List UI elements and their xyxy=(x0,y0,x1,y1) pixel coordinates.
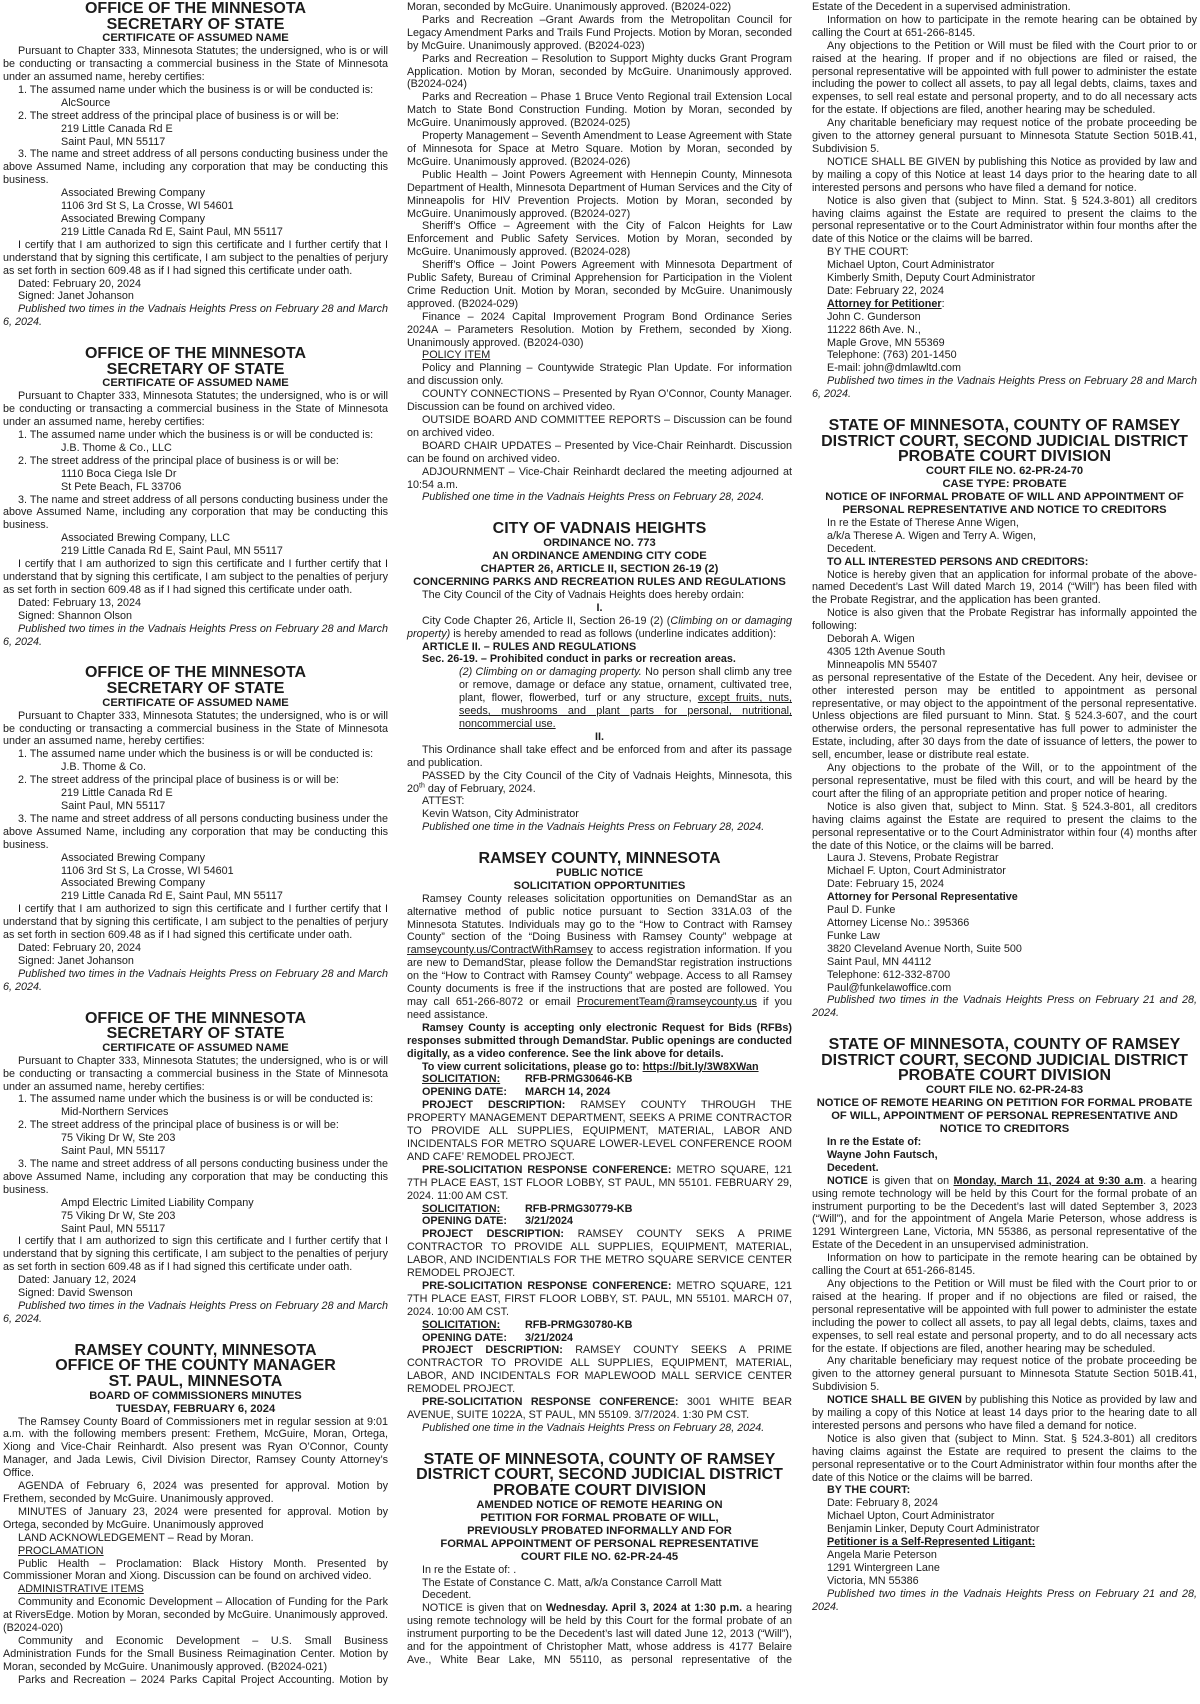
address-line: Associated Brewing Company, LLC xyxy=(61,532,231,545)
address-line: Associated Brewing Company xyxy=(61,187,206,200)
notice-heading: SECRETARY OF STATE xyxy=(106,360,285,378)
emphasized-text: TO ALL INTERESTED PERSONS AND CREDITORS: xyxy=(827,555,1089,568)
notice-line xyxy=(407,653,792,666)
notice-paragraph: NOTICE SHALL BE GIVEN by publishing this Notice as provided by law and by mailing a copy of this Notice at least 14 days prior to the hearing date to all interested persons and persons who have filed a demand for notice. xyxy=(812,155,1197,194)
notice-paragraph: Pursuant to Chapter 333, Minnesota Statutes; the undersigned, who is or will be conducting or transacting a commercial business in the State of Minnesota under an assumed name, hereby certifies: xyxy=(3,1054,388,1093)
address-line: 219 Little Canada Rd E xyxy=(61,122,173,135)
emphasized-text: th xyxy=(419,781,425,789)
emphasized-text: PRE-SOLICITATION RESPONSE CONFERENCE: xyxy=(422,1279,672,1292)
notice-paragraph: Parks and Recreation – Phase 1 Bruce Vento Regional trail Extension Local Match to State Bond Construction Funding. Motion by Moran, seconded by McGuire. Unanimously approved. (B2024-025) xyxy=(407,91,792,130)
notice-line: Dated: January 12, 2024 xyxy=(18,1274,137,1287)
emphasized-text: NOTICE SHALL BE GIVEN xyxy=(827,1394,962,1407)
notice-paragraph: Any objections to the Petition or Will must be filed with the Court prior to or raised at the hearing. If proper and if no objections are filed or raised, the personal representative will be appointed with full power to administer the estate including the power to collect all assets, to pay all legal debts, claims, taxes and expenses, to sell real estate and personal property, and to do all necessary acts for the estate. If objections are filed, another hearing may be scheduled. xyxy=(812,39,1197,117)
notice-paragraph: 3. The name and street address of all persons conducting business under the above Assumed Name, including any corporation that may be conducting this business. xyxy=(3,148,388,187)
notice-paragraph: Property Management – Seventh Amendment to Lease Agreement with State of Minnesota for Space at Metro Square. Motion by Moran, seconded by McGuire. Unanimously approved. (B2024-026) xyxy=(407,130,792,168)
address-line: J.B. Thome & Co. xyxy=(61,761,147,774)
solicitation-label: OPENING DATE: xyxy=(422,1331,507,1344)
notice-paragraph xyxy=(407,1602,792,1667)
notice-line: 1. The assumed name under which the business is or will be conducted is: xyxy=(18,748,374,761)
notice-line: 1291 Wintergreen Lane xyxy=(827,1561,940,1574)
emphasized-text: In re the Estate of: xyxy=(827,1136,922,1148)
notice-line: E-mail: john@dmlawltd.com xyxy=(827,362,961,375)
notice-paragraph: Sheriff’s Office – Agreement with the City of Falcon Heights for Law Enforcement and Public Safety Services. Motion by Moran, seconded by McGuire. Unanimously approved. (B2024-028) xyxy=(407,220,792,259)
emphasized-text: Attorney for Petitioner xyxy=(827,297,942,310)
text-run: RAMSEY COUNTY SEKS A PRIME CONTRACTOR TO PROVIDE ALL SUPPLIES, EQUIPMENT, MATERIAL, LABOR, AND INCIDENTIALS FOR THE METRO SQUARE SERVICE CENTER REMODEL PROJECT. xyxy=(407,1228,792,1280)
solicitation-value: 3/21/2024 xyxy=(525,1331,574,1344)
notice-heading: OFFICE OF THE MINNESOTA xyxy=(84,0,307,17)
notice-heading: OFFICE OF THE MINNESOTA xyxy=(84,664,307,682)
address-line: 219 Little Canada Rd E, Saint Paul, MN 55117 xyxy=(61,225,283,238)
notice-line: Kevin Watson, City Administrator xyxy=(422,808,579,821)
notice-line: LAND ACKNOWLEDGEMENT – Read by Moran. xyxy=(18,1531,254,1544)
solicitation-label: OPENING DATE: xyxy=(422,1215,507,1228)
legal-notice xyxy=(812,418,1197,1020)
text-run: RAMSEY COUNTY THROUGH THE PROPERTY MANAGEMENT DEPARTMENT, SEEKS A PRIME CONTRACTOR TO PROVIDE ALL SUPPLIES, EQUIPMENT, MATERIAL, LABOR AND INCIDENTALS FOR METRO SQUARE LOWER-LEVEL CONFERENCE ROOM AND CAFE’ REMODEL PROJECT. xyxy=(407,1099,792,1163)
text-run: is hereby amended to read as follows (underline indicates addition): xyxy=(450,627,777,640)
notice-line: Michael Upton, Court Administrator xyxy=(827,1510,995,1523)
publication-note: Published two times in the Vadnais Heights Press on February 21 and 28, 2024. xyxy=(812,994,1197,1020)
section-numeral: II. xyxy=(595,730,604,743)
notice-paragraph: AGENDA of February 6, 2024 was presented for approval. Motion by Frethem, seconded by McGuire. Unanimously approved. xyxy=(3,1480,388,1505)
text-run: NOTICE is given that on xyxy=(422,1602,546,1615)
notice-heading: PROBATE COURT DIVISION xyxy=(492,1482,707,1499)
address-line: Saint Paul, MN 55117 xyxy=(61,1222,166,1235)
notice-line xyxy=(407,641,792,654)
notice-subheading: COURT FILE NO. 62-PR-24-45 xyxy=(520,1550,679,1563)
solicitation-label: SOLICITATION: xyxy=(422,1318,501,1331)
notice-line: Kimberly Smith, Deputy Court Administrator xyxy=(827,272,1036,285)
notice-paragraph xyxy=(407,1280,792,1319)
notice-line: Decedent. xyxy=(422,1589,472,1602)
text-run: if you need assistance. xyxy=(407,996,792,1021)
notice-paragraph xyxy=(407,615,792,641)
notice-line: 2. The street address of the principal place of business is or will be: xyxy=(18,109,339,122)
address-line: Associated Brewing Company xyxy=(61,877,206,890)
notice-paragraph: Parks and Recreation – 2024 Parks Capital Project Accounting. Motion by xyxy=(18,1673,388,1686)
notice-line: Signed: Janet Johanson xyxy=(18,954,134,967)
solicitation-line xyxy=(407,1332,792,1345)
notice-paragraph-continued: Moran, seconded by McGuire. Unanimously approved. (B2024-022) xyxy=(407,1,732,13)
address-line: Saint Paul, MN 55117 xyxy=(61,135,166,148)
address-line: J.B. Thome & Co., LLC xyxy=(61,441,172,454)
notice-paragraph: Public Health – Joint Powers Agreement with Hennepin County, Minnesota Department of Health, Minnesota Department of Human Services and the City of Minneapolis for HIV Prevention Projects. Motion by Moran, seconded by McGuire. Unanimously approved. (B2024-027) xyxy=(407,168,792,220)
emphasized-text: (2) Climbing on or damaging property. xyxy=(459,666,642,679)
notice-line xyxy=(407,1061,792,1074)
address-line: 219 Little Canada Rd E, Saint Paul, MN 55117 xyxy=(61,890,283,903)
notice-subheading: COURT FILE NO. 62-PR-24-70 xyxy=(925,464,1084,477)
notice-heading: DISTRICT COURT, SECOND JUDICIAL DISTRICT xyxy=(821,1051,1188,1069)
emphasized-text: PROJECT DESCRIPTION: xyxy=(422,1344,563,1357)
notice-line xyxy=(812,891,1197,904)
notice-line: Attorney License No.: 395366 xyxy=(827,916,970,929)
notice-subheading: CERTIFICATE OF ASSUMED NAME xyxy=(102,377,289,390)
notice-line: Maple Grove, MN 55369 xyxy=(827,336,945,349)
notice-paragraph-continued: Estate of the Decedent in a supervised administration. xyxy=(812,1,1071,13)
page-column-left xyxy=(3,1,388,1704)
notice-line: Signed: Janet Johanson xyxy=(18,290,134,303)
notice-line: ATTEST: xyxy=(422,795,465,808)
publication-note: Published one time in the Vadnais Heights Press on February 28, 2024. xyxy=(422,491,765,504)
notice-line: Saint Paul, MN 44112 xyxy=(827,955,932,968)
address-line: Associated Brewing Company xyxy=(61,212,206,225)
text-run: City Code Chapter 26, Article II, Section 26-19 (2) ( xyxy=(422,614,671,627)
notice-heading: SECRETARY OF STATE xyxy=(106,15,285,33)
link[interactable]: https://bit.ly/3W8XWan xyxy=(642,1060,759,1073)
notice-line: Funke Law xyxy=(827,929,880,942)
publication-note: Published one time in the Vadnais Heights Press on February 28, 2024. xyxy=(422,1421,765,1434)
notice-paragraph: 3. The name and street address of all persons conducting business under the above Assumed Name, including any corporation that may be conducting this business. xyxy=(3,1158,388,1196)
text-run: PASSED by the City Council of the City of Vadnais Heights, Minnesota, this 20 xyxy=(407,769,792,795)
notice-line: In re the Estate of Therese Anne Wigen, xyxy=(827,516,1019,529)
emphasized-text: Decedent. xyxy=(827,1161,879,1174)
link[interactable]: ProcurementTeam@ramseycounty.us xyxy=(576,996,757,1008)
notice-line: 1. The assumed name under which the business is or will be conducted is: xyxy=(18,83,374,96)
address-line: Mid-Northern Services xyxy=(61,1106,169,1119)
notice-subheading: TUESDAY, FEBRUARY 6, 2024 xyxy=(115,1402,276,1415)
text-run: 3001 WHITE BEAR AVENUE, SUITE 1022A, ST PAUL, MN 55109. 3/7/2024. 1:30 PM CST. xyxy=(407,1396,792,1421)
notice-line: 1. The assumed name under which the business is or will be conducted is: xyxy=(18,1093,374,1106)
emphasized-text: Attorney for Personal Representative xyxy=(827,891,1018,904)
notice-line: Minneapolis MN 55407 xyxy=(827,658,938,671)
solicitation-label: OPENING DATE: xyxy=(422,1086,507,1099)
notice-line: 2. The street address of the principal place of business is or will be: xyxy=(18,774,339,787)
notice-line: Dated: February 20, 2024 xyxy=(18,941,142,954)
address-line: Associated Brewing Company xyxy=(61,851,206,864)
notice-line: The Estate of Constance C. Matt, a/k/a Constance Carroll Matt xyxy=(422,1576,722,1589)
publication-note: Published two times in the Vadnais Heights Press on February 21 and 28, 2024. xyxy=(812,1587,1197,1613)
notice-subheading: FORMAL APPOINTMENT OF PERSONAL REPRESENTATIVE xyxy=(440,1537,759,1550)
legal-notice xyxy=(407,851,792,1435)
notice-subheading: PUBLIC NOTICE xyxy=(555,866,643,879)
text-run: . a hearing using remote technology will be held by this Court for the formal probate of an instrument purporting to be the Decedent’s last will dated September 3, 2023 (“Will”), and for the appointment of Angela Marie Peterson, whose address is 1291 Wintergreen Lane, Victoria, MN 55386, as personal representative of the Estate of the Decedent in an unsupervised administration. xyxy=(812,1174,1197,1252)
notice-line: Dated: February 20, 2024 xyxy=(18,277,142,290)
notice-paragraph: Notice is hereby given that an application for informal probate of the above-named Decedent’s Last Will dated March 19, 2014 (“Will”) has been filed with the Probate Registrar, and the application has been granted. xyxy=(812,568,1197,607)
notice-line: Angela Marie Peterson xyxy=(827,1549,937,1561)
legal-notice xyxy=(407,1,792,504)
text-run: METRO SQUARE, 121 7TH PLACE EAST, FIRST FLOOR LOBBY, ST. PAUL, MN 55101. MARCH 07, 2024. 10:00 AM CST. xyxy=(407,1279,792,1318)
notice-heading: CITY OF VADNAIS HEIGHTS xyxy=(492,520,707,538)
legal-notice xyxy=(3,665,388,993)
notice-line xyxy=(812,1149,1197,1162)
notice-subheading: CONCERNING PARKS AND RECREATION RULES AND REGULATIONS xyxy=(413,575,786,588)
notice-line: Benjamin Linker, Deputy Court Administrator xyxy=(827,1523,1040,1536)
text-run: Ramsey County releases solicitation opportunities on DemandStar as an alternative method of public notice pursuant to Section 331A.03 of the Minnesota Statutes. Individuals may go to the “How to Contract with Ramsey County” section of the “Doing Business with Ramsey County” webpage at xyxy=(407,892,792,944)
notice-heading: RAMSEY COUNTY, MINNESOTA xyxy=(478,850,721,868)
notice-line xyxy=(812,1536,1197,1549)
address-line: AlcSource xyxy=(61,96,111,109)
notice-paragraph xyxy=(407,1164,792,1203)
notice-heading: DISTRICT COURT, SECOND JUDICIAL DISTRICT xyxy=(416,1466,783,1484)
notice-paragraph: Community and Economic Development – Allocation of Funding for the Park at RiversEdge. Motion by Moran, seconded by McGuire. Unanimously approved. (B2024-020) xyxy=(3,1596,388,1635)
notice-line: Signed: Shannon Olson xyxy=(18,609,133,622)
emphasized-text: PRE-SOLICITATION RESPONSE CONFERENCE: xyxy=(422,1396,679,1409)
text-run: is given that on xyxy=(867,1174,954,1187)
notice-heading: STATE OF MINNESOTA, COUNTY OF RAMSEY xyxy=(828,1036,1181,1054)
notice-heading: ST. PAUL, MINNESOTA xyxy=(108,1372,283,1390)
notice-paragraph: Notice is also given that the Probate Registrar has informally appointed the following: xyxy=(812,607,1197,633)
notice-heading: OFFICE OF THE MINNESOTA xyxy=(84,345,307,363)
notice-line: Date: February 15, 2024 xyxy=(827,878,945,891)
notice-paragraph: Pursuant to Chapter 333, Minnesota Statutes; the undersigned, who is or will be conducting or transacting a commercial business in the State of Minnesota under an assumed name, hereby certifies: xyxy=(3,45,388,83)
text-run: day of February, 2024. xyxy=(424,782,536,795)
notice-paragraph: Pursuant to Chapter 333, Minnesota Statutes; the undersigned, who is or will be conducting or transacting a commercial business in the State of Minnesota under an assumed name, hereby certifies: xyxy=(3,709,388,748)
notice-line: Paul@funkelawoffice.com xyxy=(827,981,952,994)
notice-subheading: NOTICE OF REMOTE HEARING ON PETITION FOR FORMAL PROBATE OF WILL, APPOINTMENT OF PERSONAL REPRESENTATIVE AND NOTICE TO CREDITORS xyxy=(816,1097,1193,1135)
notice-paragraph: Information on how to participate in the remote hearing can be obtained by calling the Court at 651-266-8145. xyxy=(812,13,1197,39)
legal-notice xyxy=(407,521,792,834)
emphasized-text: To view current solicitations, please go to: xyxy=(422,1060,643,1073)
notice-line xyxy=(812,298,1197,311)
address-line: 1106 3rd St S, La Crosse, WI 54601 xyxy=(61,864,234,877)
address-line: 219 Little Canada Rd E xyxy=(61,787,173,800)
emphasized-text: except fruits, nuts, seeds, mushrooms and plant parts for personal, nutritional, noncommercial use. xyxy=(459,692,792,730)
notice-paragraph: Any objections to the probate of the Will, or to the appointment of the personal representative, must be filed with this court, and will be heard by the court after the filing of an appropriate petition and proper notice of hearing. xyxy=(812,762,1197,800)
text-run: to access registration information. If you are new to DemandStar, please follow the DemandStar registration instructions on the “How to Contract with Ramsey County” webpage. Access to all Ramsey County documents is free if the instructions that are posted are followed. You may call 651-266-8072 or email xyxy=(407,944,792,1008)
notice-subheading: CHAPTER 26, ARTICLE II, SECTION 26-19 (2) xyxy=(480,562,719,575)
notice-heading: RAMSEY COUNTY, MINNESOTA xyxy=(74,1341,317,1359)
address-line: Saint Paul, MN 55117 xyxy=(61,799,166,812)
notice-paragraph xyxy=(812,1394,1197,1433)
notice-paragraph xyxy=(407,1344,792,1396)
emphasized-text: Climbing on or damaging property) xyxy=(407,614,792,640)
notice-line: 11222 86th Ave. N., xyxy=(827,323,921,336)
notice-heading: PROBATE COURT DIVISION xyxy=(897,448,1112,466)
notice-line: 4305 12th Avenue South xyxy=(827,645,946,658)
emphasized-text: ADMINISTRATIVE ITEMS xyxy=(18,1583,144,1596)
emphasized-text: NOTICE xyxy=(827,1174,868,1187)
notice-paragraph xyxy=(407,770,792,796)
notice-subheading: NOTICE OF INFORMAL PROBATE OF WILL AND APPOINTMENT OF xyxy=(825,490,1184,503)
publication-note: Published two times in the Vadnais Heights Press on February 28 and March 6, 2024. xyxy=(3,622,388,648)
legal-notice xyxy=(3,346,388,648)
text-run: No person shall climb any tree or remove, damage or deface any statue, ornament, cultivated tree, plant, flower, flowerbed, turf or any structure, xyxy=(459,666,792,705)
solicitation-line xyxy=(407,1319,792,1332)
notice-subheading: CASE TYPE: PROBATE xyxy=(942,477,1067,490)
notice-paragraph: Finance – 2024 Capital Improvement Program Bond Ordinance Series 2024A – Parameters Resolution. Motion by Frethem, seconded by Xiong. Unanimously approved. (B2024-030) xyxy=(407,310,792,349)
notice-heading: SECRETARY OF STATE xyxy=(106,1025,285,1043)
notice-paragraph: This Ordinance shall take effect and be enforced from and after its passage and publication. xyxy=(407,743,792,769)
notice-paragraph: I certify that I am authorized to sign this certificate and I further certify that I understand that by signing this certificate, I am subject to the penalties of perjury as set forth in section 609.48 as if I had signed this certificate under oath. xyxy=(3,238,388,277)
notice-line: Paul D. Funke xyxy=(827,904,896,917)
notice-heading: DISTRICT COURT, SECOND JUDICIAL DISTRICT xyxy=(821,432,1188,450)
notice-paragraph xyxy=(407,1396,792,1422)
address-line: 1106 3rd St S, La Crosse, WI 54601 xyxy=(61,200,234,213)
solicitation-line xyxy=(407,1203,792,1216)
legal-notice xyxy=(812,1,1197,401)
notice-subheading: CERTIFICATE OF ASSUMED NAME xyxy=(102,696,289,709)
notice-paragraph: I certify that I am authorized to sign this certificate and I further certify that I understand that by signing this certificate, I am subject to the penalties of perjury as set forth in section 609.48 as if I had signed this certificate under oath. xyxy=(3,558,388,596)
publication-note: Published two times in the Vadnais Heights Press on February 28 and March 6, 2024. xyxy=(812,375,1197,401)
address-line: Saint Paul, MN 55117 xyxy=(61,1145,166,1158)
text-run: : xyxy=(941,297,945,310)
notice-paragraph: Public Health – Proclamation: Black History Month. Presented by Commissioner Moran and Xiong. Discussion can be found on archived video. xyxy=(3,1557,388,1583)
notice-paragraph xyxy=(407,1228,792,1280)
emphasized-text: Sec. 26-19. – Prohibited conduct in parks or recreation areas. xyxy=(422,653,736,666)
publication-note: Published two times in the Vadnais Heights Press on February 28 and March 6, 2024. xyxy=(3,1299,388,1325)
address-line: 1110 Boca Ciega Isle Dr xyxy=(61,467,177,480)
notice-paragraph: BOARD CHAIR UPDATES – Presented by Vice-Chair Reinhardt. Discussion can be found on archived video. xyxy=(407,439,792,465)
notice-subheading: PREVIOUSLY PROBATED INFORMALLY AND FOR xyxy=(467,1524,732,1537)
text-run: a hearing using remote technology will be held by this Court for the formal probate of an instrument purporting to be the Decedent’s last will dated June 12, 2013 (“Will”), and for the appointment of Christopher Matt, whose address is 4177 Belaire Ave., White Bear Lake, MN 55110, as personal representative of the xyxy=(407,1602,792,1666)
notice-heading: STATE OF MINNESOTA, COUNTY OF RAMSEY xyxy=(423,1450,776,1468)
emphasized-text: ARTICLE II. – RULES AND REGULATIONS xyxy=(422,640,637,653)
notice-line: 3820 Cleveland Avenue North, Suite 500 xyxy=(827,942,1022,955)
address-line: 219 Little Canada Rd E, Saint Paul, MN 55117 xyxy=(61,545,283,558)
solicitation-line xyxy=(407,1215,792,1228)
notice-paragraph-continued: as personal representative of the Estate of the Decedent. Any heir, devisee or other interested person may be entitled to appointment as personal representative, or may object to the appointment of the personal representative. Unless objections are filed pursuant to Minn. Stat. § 524.3-607, and the court otherwise orders, the personal representative has full power to administer the Estate, including, after 30 days from the date of issuance of letters, the power to sell, encumber, lease or distribute real estate. xyxy=(812,671,1197,762)
notice-subheading: CERTIFICATE OF ASSUMED NAME xyxy=(102,32,289,45)
notice-subheading: AN ORDINANCE AMENDING CITY CODE xyxy=(492,549,707,562)
notice-line: 2. The street address of the principal place of business is or will be: xyxy=(18,1119,339,1132)
notice-paragraph xyxy=(407,1099,792,1164)
notice-line: The City Council of the City of Vadnais Heights does hereby ordain: xyxy=(422,588,745,601)
notice-subheading: PETITION FOR FORMAL PROBATE OF WILL, xyxy=(480,1511,719,1524)
address-line: St Pete Beach, FL 33706 xyxy=(61,480,182,493)
legal-notice xyxy=(812,1037,1197,1613)
notice-subheading: PERSONAL REPRESENTATIVE AND NOTICE TO CREDITORS xyxy=(842,503,1167,516)
legal-notice xyxy=(3,1011,388,1326)
notice-line: John C. Gunderson xyxy=(827,310,921,323)
solicitation-value: 3/21/2024 xyxy=(525,1215,574,1228)
solicitation-label: SOLICITATION: xyxy=(422,1073,501,1086)
legal-notice xyxy=(407,1452,792,1667)
notice-paragraph: I certify that I am authorized to sign this certificate and I further certify that I understand that by signing this certificate, I am subject to the penalties of perjury as set forth in section 609.48 as if I had signed this certificate under oath. xyxy=(3,903,388,942)
publication-note: Published one time in the Vadnais Heights Press on February 28, 2024. xyxy=(422,821,765,834)
section-numeral: I. xyxy=(596,601,603,614)
notice-subheading: CERTIFICATE OF ASSUMED NAME xyxy=(102,1041,289,1054)
notice-line: Laura J. Stevens, Probate Registrar xyxy=(827,852,999,865)
emphasized-text: PROCLAMATION xyxy=(18,1544,104,1557)
notice-paragraph xyxy=(812,1175,1197,1252)
notice-paragraph: Any charitable beneficiary may request notice of the probate proceeding be given to the attorney general pursuant to Minnesota Statute Section 501B.41, Subdivision 5. xyxy=(812,1355,1197,1394)
emphasized-text: Petitioner is a Self-Represented Litigant: xyxy=(827,1536,1036,1549)
notice-paragraph: Community and Economic Development – U.S. Small Business Administration Funds for the Small Business Reimagination Center. Motion by Moran, seconded by McGuire. Unanimously approved. (B2024-021) xyxy=(3,1634,388,1673)
notice-line: Michael F. Upton, Court Administrator xyxy=(827,865,1006,878)
publication-note: Published two times in the Vadnais Heights Press on February 28 and March 6, 2024. xyxy=(3,303,388,329)
notice-line xyxy=(812,556,1197,569)
link[interactable]: ramseycounty.us/ContractWithRamsey xyxy=(407,944,593,957)
notice-line xyxy=(812,1136,1197,1149)
notice-paragraph: Policy and Planning – Countywide Strategic Plan Update. For information and discussion only. xyxy=(407,362,792,388)
notice-line: Telephone: 612-332-8700 xyxy=(827,968,951,981)
text-run: RAMSEY COUNTY SEEKS A PRIME CONTRACTOR TO PROVIDE ALL SUPPLIES, EQUIPMENT, MATERIAL, LABOR, AND INCIDENTALS FOR MAPLEWOOD MALL SERVICE CENTER REMODEL PROJECT. xyxy=(407,1344,792,1396)
text-run: METRO SQUARE, 121 7TH PLACE EAST, 1ST FLOOR LOBBY, ST PAUL, MN 55101. FEBRUARY 29, 2024. 11:00 AM CST. xyxy=(407,1163,792,1202)
notice-subheading: BOARD OF COMMISSIONERS MINUTES xyxy=(89,1389,302,1402)
notice-line xyxy=(812,1162,1197,1175)
solicitation-value: RFB-PRMG30646-KB xyxy=(525,1073,633,1086)
address-line: 75 Viking Dr W, Ste 203 xyxy=(61,1209,176,1222)
notice-line: Victoria, MN 55386 xyxy=(827,1574,919,1587)
notice-line xyxy=(3,1545,388,1558)
notice-heading: OFFICE OF THE COUNTY MANAGER xyxy=(55,1357,336,1375)
solicitation-value: MARCH 14, 2024 xyxy=(525,1086,611,1099)
emphasized-text: Wednesday. April 3, 2024 at 1:30 p.m. xyxy=(546,1602,743,1615)
notice-paragraph: Sheriff’s Office – Joint Powers Agreement with Minnesota Department of Public Safety, Bureau of Criminal Apprehension for Participation in the Violent Crime Reduction Unit. Motion by Moran, seconded by McGuire. Unanimously approved. (B2024-029) xyxy=(407,259,792,310)
notice-paragraph: 3. The name and street address of all persons conducting business under the above Assumed Name, including any corporation that may be conducting this business. xyxy=(3,812,388,851)
solicitation-line xyxy=(407,1073,792,1086)
emphasized-text: Monday, March 11, 2024 at 9:30 a.m xyxy=(953,1174,1144,1187)
notice-paragraph: Notice is also given that (subject to Minn. Stat. § 524.3-801) all creditors having claims against the Estate are required to present the claims to the personal representative or to the Court Administrator within four months after the date of this Notice or the claims will be barred. xyxy=(812,1432,1197,1484)
notice-heading: SECRETARY OF STATE xyxy=(106,680,285,698)
notice-paragraph: I certify that I am authorized to sign this certificate and I further certify that I understand that by signing this certificate, I am subject to the penalties of perjury as set forth in section 609.48 as if I had signed this certificate under oath. xyxy=(3,1235,388,1274)
notice-line: 1. The assumed name under which the business is or will be conducted is: xyxy=(18,429,374,442)
address-line: Ampd Electric Limited Liability Company xyxy=(61,1196,254,1209)
notice-subheading: ORDINANCE NO. 773 xyxy=(543,536,656,549)
notice-line: Signed: David Swenson xyxy=(18,1287,133,1300)
solicitation-value: RFB-PRMG30780-KB xyxy=(525,1318,633,1331)
notice-heading: OFFICE OF THE MINNESOTA xyxy=(84,1009,307,1027)
emphasized-text: Ramsey County is accepting only electronic Request for Bids (RFBs) responses submitted through DemandStar. Public openings are conducted digitally, as a video conference. See the link above for details. xyxy=(407,1021,792,1060)
notice-paragraph: ADJOURNMENT – Vice-Chair Reinhardt declared the meeting adjourned at 10:54 a.m. xyxy=(407,465,792,491)
notice-line: Deborah A. Wigen xyxy=(827,633,915,646)
notice-line: Date: February 22, 2024 xyxy=(827,284,945,297)
page-column-middle xyxy=(407,1,792,1684)
notice-paragraph: Notice is also given that, subject to Minn. Stat. § 524.3-801, all creditors having claims against the Estate are required to present the claims to the personal representative or to the Court Administrator within four (4) months after the date of this Notice, or the claims will be barred. xyxy=(812,800,1197,852)
emphasized-text: PROJECT DESCRIPTION: xyxy=(422,1099,566,1112)
notice-line: Michael Upton, Court Administrator xyxy=(827,259,995,272)
notice-paragraph: Any charitable beneficiary may request notice of the probate proceeding be given to the attorney general pursuant to Minnesota Statute Section 501B.41, Subdivision 5. xyxy=(812,117,1197,155)
notice-line: BY THE COURT: xyxy=(827,246,909,259)
notice-line: 2. The street address of the principal place of business is or will be: xyxy=(18,454,339,467)
emphasized-text: PRE-SOLICITATION RESPONSE CONFERENCE: xyxy=(422,1163,672,1176)
notice-line: Decedent. xyxy=(827,542,877,555)
notice-line xyxy=(407,349,792,362)
notice-paragraph: The Ramsey County Board of Commissioners met in regular session at 9:01 a.m. with the following members present: Frethem, McGuire, Moran, Ortega, Xiong and Vice-Chair Reinhardt. Also present was Ryan O’Connor, County Manager, and Jada Lewis, Civil Division Director, Ramsey County Attorney’s Office. xyxy=(3,1415,388,1480)
notice-paragraph: OUTSIDE BOARD AND COMMITTEE REPORTS – Discussion can be found on archived video. xyxy=(407,414,792,439)
legal-notice xyxy=(3,1343,388,1687)
notice-line: Date: February 8, 2024 xyxy=(827,1497,939,1510)
notice-paragraph: MINUTES of January 23, 2024 were presented for approval. Motion by Ortega, seconded by McGuire. Unanimously approved xyxy=(3,1505,388,1531)
notice-subheading: COURT FILE NO. 62-PR-24-83 xyxy=(925,1084,1084,1096)
publication-note: Published two times in the Vadnais Heights Press on February 28 and March 6, 2024. xyxy=(3,967,388,993)
notice-paragraph: Parks and Recreation –Grant Awards from the Metropolitan Council for Legacy Amendment Parks and Trails Fund Projects. Motion by Moran, seconded by McGuire. Unanimously approved. (B2024-023) xyxy=(407,13,792,52)
text-run: by publishing this Notice as provided by law and by mailing a copy of this Notice at least 14 days prior to the hearing date to all interested persons and persons who have filed a demand for notice. xyxy=(812,1394,1197,1432)
emphasized-text: Wayne John Fautsch, xyxy=(827,1148,938,1161)
notice-paragraph: Notice is also given that (subject to Minn. Stat. § 524.3-801) all creditors having claims against the Estate are required to present the claims to the personal representative or to the Court Administrator within four months after the date of this Notice or the claims will be barred. xyxy=(812,194,1197,246)
ordinance-text xyxy=(407,666,792,731)
notice-paragraph: Any objections to the Petition or Will must be filed with the Court prior to or raised at the hearing. If proper and if no objections are filed or raised, the personal representative will be appointed with full power to administer the estate including the power to collect all assets, to pay all legal debts, claims, taxes and expenses, to sell real estate and personal property, and to do all necessary acts for the estate. If objections are filed, another hearing may be scheduled. xyxy=(812,1277,1197,1355)
notice-line: Dated: February 13, 2024 xyxy=(18,596,142,609)
emphasized-text: POLICY ITEM xyxy=(422,349,491,362)
notice-paragraph: 3. The name and street address of all persons conducting business under the above Assumed Name, including any corporation that may be conducting this business. xyxy=(3,493,388,532)
notice-line: a/k/a Therese A. Wigen and Terry A. Wigen, xyxy=(827,529,1037,542)
notice-line: In re the Estate of: . xyxy=(422,1563,517,1576)
emphasized-text: PROJECT DESCRIPTION: xyxy=(422,1228,565,1241)
legal-notice xyxy=(3,1,388,329)
notice-heading: PROBATE COURT DIVISION xyxy=(897,1067,1112,1085)
notice-paragraph: Pursuant to Chapter 333, Minnesota Statutes; the undersigned, who is or will be conducting or transacting a commercial business in the State of Minnesota under an assumed name, hereby certifies: xyxy=(3,390,388,429)
notice-line: Telephone: (763) 201-1450 xyxy=(827,349,957,362)
notice-paragraph: COUNTY CONNECTIONS – Presented by Ryan O’Connor, County Manager. Discussion can be found on archived video. xyxy=(407,388,792,414)
notice-paragraph: Information on how to participate in the remote hearing can be obtained by calling the Court at 651-266-8145. xyxy=(812,1252,1197,1278)
address-line: 75 Viking Dr W, Ste 203 xyxy=(61,1132,176,1145)
notice-subheading: AMENDED NOTICE OF REMOTE HEARING ON xyxy=(476,1498,723,1511)
notice-paragraph: Parks and Recreation – Resolution to Support Mighty ducks Grant Program Application. Motion by Moran, seconded by McGuire. Unanimously approved. (B2024-024) xyxy=(407,52,792,91)
notice-line xyxy=(3,1583,388,1596)
notice-subheading: SOLICITATION OPPORTUNITIES xyxy=(513,879,686,892)
page-column-right xyxy=(812,1,1197,1631)
notice-paragraph xyxy=(407,893,792,1022)
solicitation-line xyxy=(407,1086,792,1099)
emphasized-text: BY THE COURT: xyxy=(827,1484,911,1497)
solicitation-label: SOLICITATION: xyxy=(422,1202,501,1215)
notice-paragraph xyxy=(407,1022,792,1061)
solicitation-value: RFB-PRMG30779-KB xyxy=(525,1202,633,1215)
notice-line xyxy=(812,1484,1197,1497)
notice-heading: STATE OF MINNESOTA, COUNTY OF RAMSEY xyxy=(828,417,1181,435)
